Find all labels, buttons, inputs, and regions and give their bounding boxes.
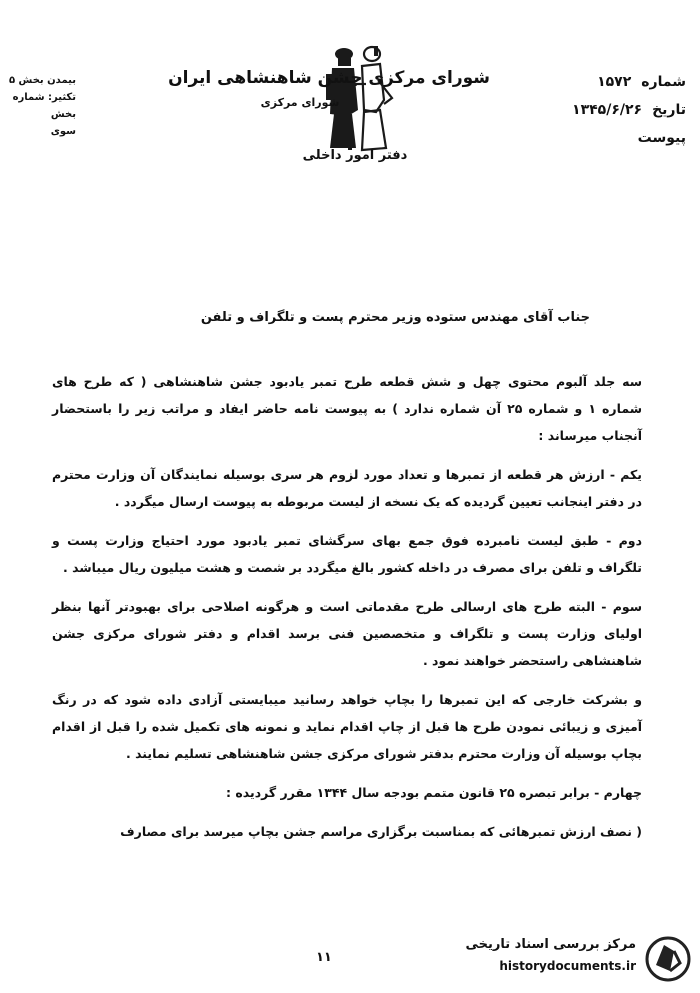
paragraph-third: سوم - البته طرح های ارسالی طرح مقدماتی است و هرگونه اصلاحی برای بهبودتر آنها بنظر اولیای وزارت پست و تلگراف و متخصصین فنی برسد اقدام و دفتر شورای مرکزی جشن شاهنشاهی راستحضر خواهند نمود . <box>52 599 642 668</box>
paragraph-third-continued: و بشرکت خارجی که این تمبرها را بچاپ خواهد رسانید میبایستی آزادی داده شود که در رنگ آمیزی و زیبائی نمودن طرح ها قبل از چاپ اقدام نماید و نمونه های تکمیل شده را قبل از اقدام بچاپ بوسیله آن وزارت محترم بدفتر شورای مرکزی جشن شاهنشاهی تسلیم نمایند . <box>52 692 642 761</box>
reference-block <box>516 68 686 152</box>
margin-note-line-3: سوی <box>50 126 76 137</box>
reference-date-label: تاریخ <box>652 102 686 118</box>
paragraph-fourth-quote: ( نصف ارزش تمبرهائی که بمناسبت برگزاری مراسم جشن بچاپ میرسد برای مصارف <box>120 824 642 839</box>
reference-attachment-label: پیوست <box>637 130 686 146</box>
watermark-url[interactable]: historydocuments.ir <box>499 959 636 973</box>
reference-number: ۱۵۷۲ <box>597 74 632 90</box>
page-number: ۱۱ <box>316 950 332 965</box>
reference-date-row <box>516 96 686 124</box>
reference-attachment-row <box>516 124 686 152</box>
reference-number-label: شماره <box>641 74 686 90</box>
paragraph-first: یکم - ارزش هر قطعه از تمبرها و تعداد مورد لزوم هر سری بوسیله نمایندگان آن وزارت محترم در دفتر اینجانب تعیین گردیده که یک نسخه از لیست مربوطه به پیوست ارسال میگردد . <box>52 467 642 509</box>
organization-subtitle: شورای مرکزی <box>260 96 340 109</box>
reference-date: ۱۳۴۵/۶/۲۶ <box>572 102 643 118</box>
addressee-line: جناب آقای مهندس ستوده وزیر محترم پست و تلگراف و تلفن <box>200 310 590 325</box>
letter-body <box>52 368 642 857</box>
reference-number-row <box>516 68 686 96</box>
margin-note-line-1: بیمدن بخش ۵ <box>8 75 76 86</box>
archive-logo-icon <box>644 935 692 983</box>
paragraph-fourth: چهارم - برابر تبصره ۲۵ قانون متمم بودجه سال ۱۳۴۴ مقرر گردیده : <box>226 785 642 800</box>
watermark <box>422 935 692 983</box>
paragraph-second: دوم - طبق لیست نامبرده فوق جمع بهای سرگشای تمبر یادبود مورد احتیاج وزارت پست و تلگراف و تلفن برای مصرف در داخله کشور بالغ میگردد بر شصت و هشت میلیون ریال میباشد . <box>52 533 642 575</box>
organization-title: شورای مرکزی جشن شاهنشاهی ایران <box>168 68 490 88</box>
paragraph-intro: سه جلد آلبوم محتوی چهل و شش قطعه طرح تمبر یادبود جشن شاهنشاهی ( که طرح های شماره ۱ و شماره ۲۵ آن شماره ندارد ) به پیوست نامه حاضر ایفاد و مراتب زیر را باستحضار آنجناب میرساند : <box>52 374 642 443</box>
margin-note <box>6 72 76 140</box>
margin-note-line-2: تکثیر: شماره بخش <box>12 92 76 120</box>
watermark-persian: مرکز بررسی اسناد تاریخی <box>465 937 636 952</box>
office-name: دفتر امور داخلی <box>302 148 408 163</box>
